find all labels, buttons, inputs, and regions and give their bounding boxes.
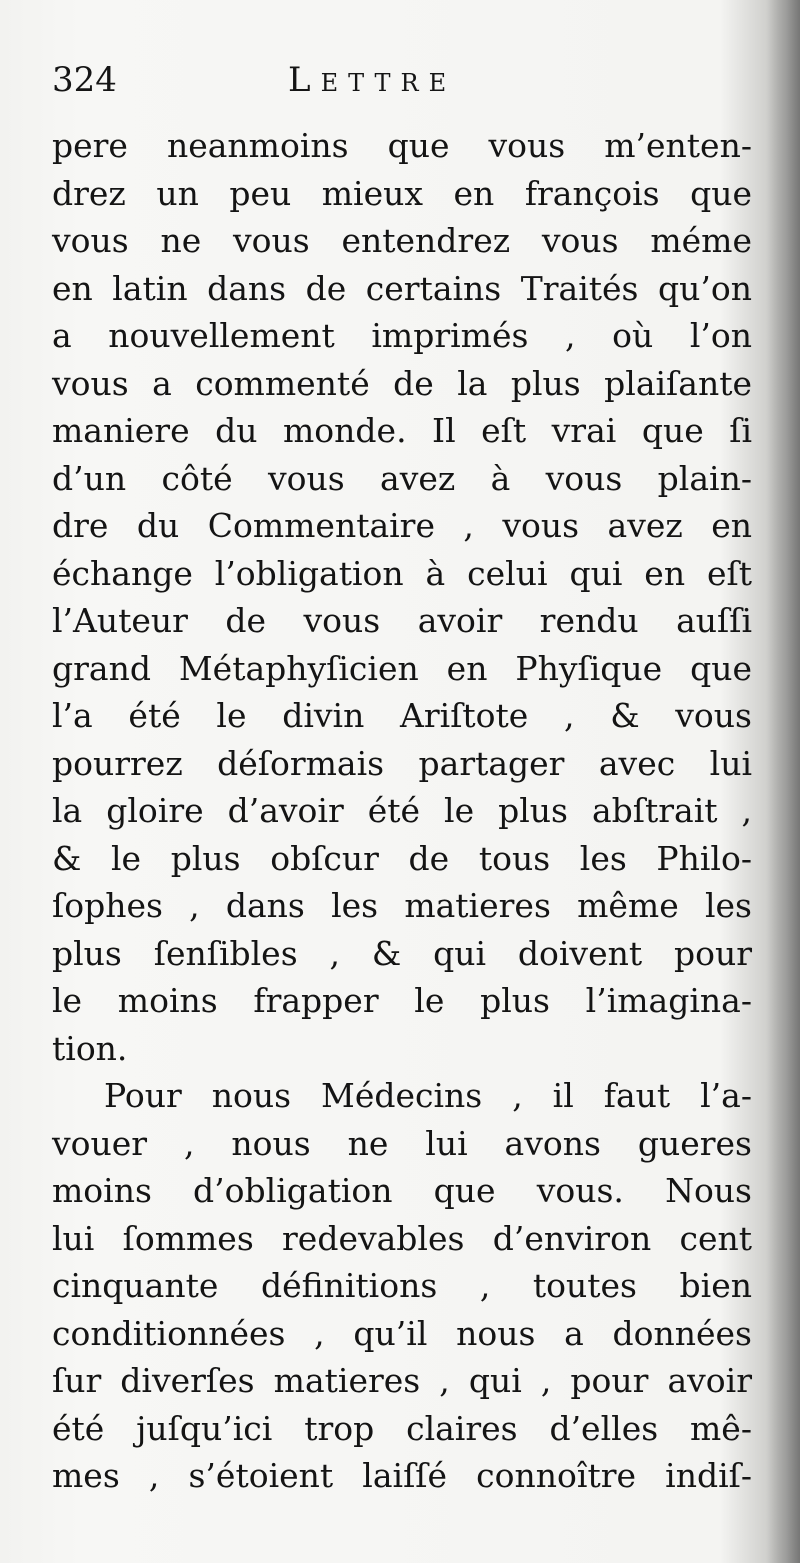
text-line: l’a été le divin Ariſtote , & vous [52,696,752,735]
text-line: pere neanmoins que vous m’enten- [52,126,752,165]
text-line: l’Auteur de vous avoir rendu auſſi [52,601,752,640]
text-line: vouer , nous ne lui avons gueres [52,1123,752,1163]
text-line: cinquante définitions , toutes bien [52,1266,752,1305]
text-line: vous a commenté de la plus plaiſante [52,363,752,403]
text-line: & le plus obſcur de tous les Philo- [52,838,752,878]
text-line: drez un peu mieux en françois que [52,173,752,213]
page-header [52,60,752,120]
text-line: maniere du monde. Il eſt vrai que ſi [52,411,752,450]
paragraph-start-line: Pour nous Médecins , il faut l’a- [104,1076,752,1115]
text-line: pourrez déſormais partager avec lui [52,743,752,783]
text-line: ſur diverſes matieres , qui , pour avoir [52,1361,752,1400]
text-line: été juſqu’ici trop claires d’elles mê- [52,1408,752,1448]
page-gutter-shadow [766,0,800,1563]
text-line: conditionnées , qu’il nous a données [52,1313,752,1353]
page-number: 324 [52,60,117,100]
text-line: moins d’obligation que vous. Nous [52,1171,752,1210]
text-line: d’un côté vous avez à vous plain- [52,458,752,498]
text-line: le moins frapper le plus l’imagina- [52,981,752,1020]
text-line: a nouvellement imprimés , où l’on [52,316,752,355]
text-line: ſophes , dans les matieres même les [52,886,752,925]
body-text [52,122,752,1500]
text-line: la gloire d’avoir été le plus abſtrait , [52,791,752,830]
running-head: Lettre [288,60,457,100]
text-line: mes , s’étoient laiſſé connoître indiſ- [52,1456,752,1495]
text-line: lui ſommes redevables d’environ cent [52,1218,752,1258]
text-line: grand Métaphyſicien en Phyſique que [52,648,752,688]
text-line: en latin dans de certains Traités qu’on [52,268,752,308]
text-line: dre du Commentaire , vous avez en [52,506,752,545]
paragraph-end-line: tion. [52,1028,128,1068]
text-line: vous ne vous entendrez vous méme [52,221,752,260]
text-line: plus ſenſibles , & qui doivent pour [52,933,752,973]
text-line: échange l’obligation à celui qui en eſt [52,553,752,593]
